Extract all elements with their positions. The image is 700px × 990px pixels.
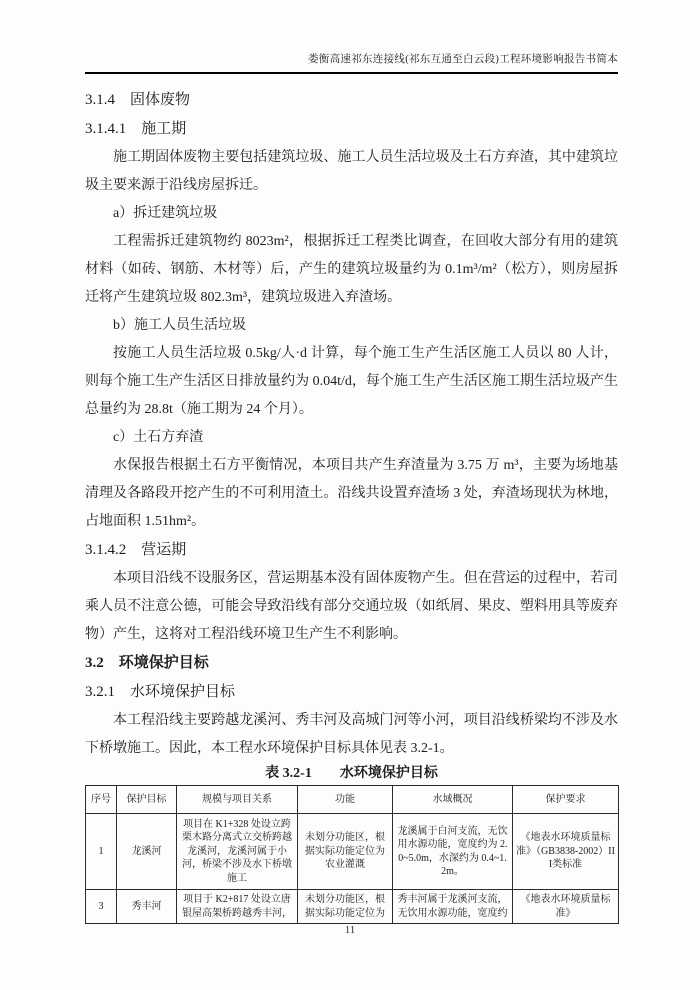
table-cell-index: 3 [86,890,117,924]
list-item-c: c）土石方弃渣 [113,430,204,445]
page-content [85,86,618,924]
table-cell-requirement: 《地表水环境质量标准》（GB3838-2002）III类标准 [513,814,619,890]
table-title: 表 3.2-1 水环境保护目标 [265,766,438,781]
para-demolition-waste: 工程需拆迁建筑物约 8023m²，根据拆迁工程类比调查，在回收大部分有用的建筑材料（如砖、钢筋、木材等）后，产生的建筑垃圾量约为 0.1m³/m²（松方），则房屋拆迁将产生建筑垃圾 802.3m³，建筑垃圾进入弃渣场。 [85,234,618,305]
heading-3-2: 3.2 环境保护目标 [85,655,209,671]
table-cell-relation: 项目在 K1+328 处设立跨栗木路分离式立交桥跨越龙溪河，龙溪河属于小河，桥梁不涉及水下桥墩施工 [177,814,298,890]
table-cell-water-overview: 秀丰河属于龙溪河支流，无饮用水源功能，宽度约 [393,890,513,924]
table-header-row [86,786,619,814]
table-cell-index: 1 [86,814,117,890]
col-header-index: 序号 [86,786,117,814]
table-cell-function: 未划分功能区，根据实际功能定位为农业灌溉 [298,814,393,890]
list-item-b: b）施工人员生活垃圾 [113,318,246,333]
table-row [86,814,619,890]
list-item-a: a）拆迁建筑垃圾 [113,206,218,221]
para-water-targets: 本工程沿线主要跨越龙溪河、秀丰河及高城门河等小河，项目沿线桥梁均不涉及水下桥墩施工。因此，本工程水环境保护目标具体见表 3.2-1。 [85,713,618,756]
table-cell-water-overview: 龙溪属于白河支流，无饮用水源功能，宽度约为 2.0~5.0m，水深约为 0.4~1.2m。 [393,814,513,890]
table-cell-target: 龙溪河 [117,814,177,890]
page-number: 11 [344,924,356,936]
para-domestic-waste: 按施工人员生活垃圾 0.5kg/人·d 计算，每个施工生产生活区施工人员以 80 人计，则每个施工生产生活区日排放量约为 0.04t/d，每个施工生产生活区施工期生活垃圾产生总量约为 28.8t（施工期为 24 个月）。 [85,346,618,417]
page-header [85,52,618,74]
para-operation-period: 本项目沿线不设服务区，营运期基本没有固体废物产生。但在营运的过程中，若司乘人员不注意公德，可能会导致沿线有部分交通垃圾（如纸屑、果皮、塑料用具等废弃物）产生，这将对工程沿线环境卫生产生不利影响。 [85,571,618,642]
water-protection-table [85,785,619,924]
heading-3-1-4-1: 3.1.4.1 施工期 [85,121,187,137]
header-title: 娄衡高速祁东连接线(祁东互通至白云段)工程环境影响报告书简本 [308,54,618,65]
col-header-relation: 规模与项目关系 [177,786,298,814]
para-solid-waste-intro: 施工期固体废物主要包括建筑垃圾、施工人员生活垃圾及土石方弃渣，其中建筑垃圾主要来源于沿线房屋拆迁。 [85,150,618,193]
table-cell-requirement: 《地表水环境质量标准》 [513,890,619,924]
col-header-function: 功能 [298,786,393,814]
table-cell-relation: 项目于 K2+817 处设立唐银屋高架桥跨越秀丰河， [177,890,298,924]
col-header-target: 保护目标 [117,786,177,814]
heading-3-2-1: 3.2.1 水环境保护目标 [85,684,236,700]
col-header-requirement: 保护要求 [513,786,619,814]
table-cell-target: 秀丰河 [117,890,177,924]
heading-3-1-4: 3.1.4 固体废物 [85,92,191,108]
table-cell-function: 未划分功能区，根据实际功能定位为 [298,890,393,924]
col-header-water-overview: 水域概况 [393,786,513,814]
table-row [86,890,619,924]
heading-3-1-4-2: 3.1.4.2 营运期 [85,542,187,558]
para-spoil-earthwork: 水保报告根据土石方平衡情况，本项目共产生弃渣量为 3.75 万 m³，主要为场地基清理及各路段开挖产生的不可利用渣土。沿线共设置弃渣场 3 处，弃渣场现状为林地，占地面积 1.51hm²。 [85,458,618,529]
